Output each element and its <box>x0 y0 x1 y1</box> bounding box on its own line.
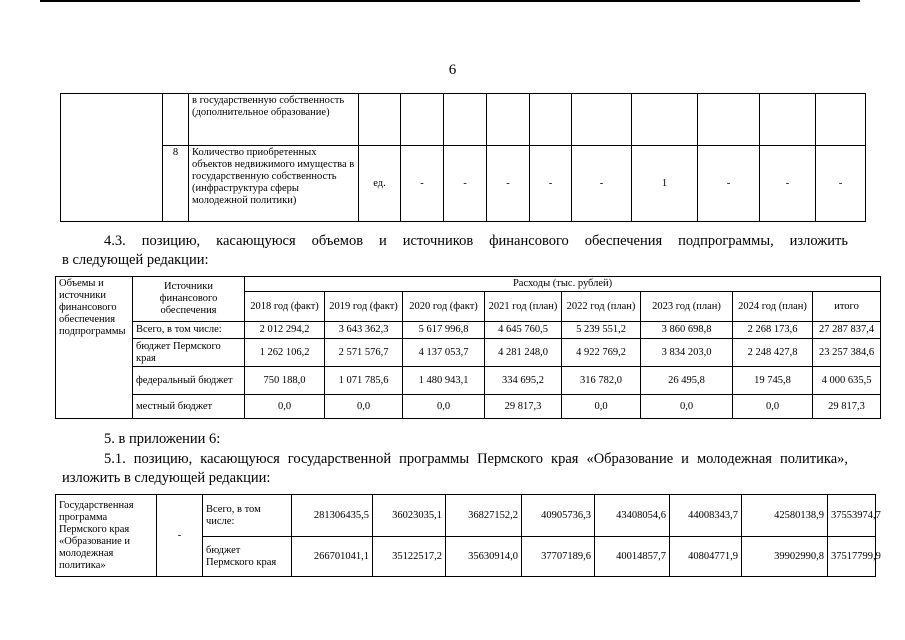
source-cell: местный бюджет <box>133 395 245 419</box>
value-cell: 2 268 173,6 <box>733 322 813 339</box>
value-cell <box>572 94 632 146</box>
value-cell: 1 262 106,2 <box>245 339 325 367</box>
source-cell: Всего, в том числе: <box>203 495 292 537</box>
value-cell: - <box>401 146 444 222</box>
value-cell: 334 695,2 <box>485 367 562 395</box>
row-number: 8 <box>163 146 189 222</box>
row-number <box>163 94 189 146</box>
value-cell: 39902990,8 <box>742 537 828 577</box>
value-cell: 36827152,2 <box>446 495 522 537</box>
value-cell <box>530 94 572 146</box>
program-name: Государственная программа Пермского края «Образование и молодежная политика» <box>56 495 157 577</box>
source-cell: Всего, в том числе: <box>133 322 245 339</box>
value-cell: 4 137 053,7 <box>403 339 485 367</box>
value-cell: 0,0 <box>641 395 733 419</box>
value-cell: 1 071 785,6 <box>325 367 403 395</box>
year-header: 2018 год (факт) <box>245 292 325 322</box>
funding-label: Объемы и источники финансового обеспечения подпрограммы <box>56 277 133 419</box>
value-cell: 2 248 427,8 <box>733 339 813 367</box>
table-header-row <box>56 277 881 292</box>
value-cell: 2 571 576,7 <box>325 339 403 367</box>
value-cell: 29 817,3 <box>485 395 562 419</box>
year-header: 2020 год (факт) <box>403 292 485 322</box>
indicators-table <box>60 93 866 222</box>
table-row <box>61 146 866 222</box>
value-cell: 750 188,0 <box>245 367 325 395</box>
value-cell: 0,0 <box>325 395 403 419</box>
funding-table <box>55 276 881 419</box>
value-cell <box>698 94 760 146</box>
value-cell: - <box>816 146 866 222</box>
year-header: 2022 год (план) <box>562 292 641 322</box>
table-row <box>56 395 881 419</box>
value-cell: 37707189,6 <box>522 537 595 577</box>
value-cell <box>444 94 487 146</box>
value-cell: 3 643 362,3 <box>325 322 403 339</box>
value-cell: 44008343,7 <box>670 495 742 537</box>
value-cell: - <box>698 146 760 222</box>
source-cell: бюджет Пермского края <box>133 339 245 367</box>
value-cell: 266701041,1 <box>292 537 373 577</box>
empty-cell <box>61 94 163 222</box>
value-cell: - <box>487 146 530 222</box>
value-cell: - <box>444 146 487 222</box>
total-cell: 29 817,3 <box>813 395 881 419</box>
value-cell: 4 645 760,5 <box>485 322 562 339</box>
value-cell: - <box>572 146 632 222</box>
value-cell: 35122517,2 <box>373 537 446 577</box>
table-row <box>56 339 881 367</box>
value-cell: 4 281 248,0 <box>485 339 562 367</box>
paragraph-5: 5. в приложении 6: <box>104 431 221 447</box>
paragraph-4-3-line1: 4.3. позицию, касающуюся объемов и источников финансового обеспечения подпрограммы, изложить <box>104 233 848 249</box>
source-header: Источники финансового обеспечения <box>133 277 245 322</box>
year-header: 2024 год (план) <box>733 292 813 322</box>
value-cell: 37553974,7 <box>828 495 876 537</box>
value-cell: 316 782,0 <box>562 367 641 395</box>
indicator-name: в государственную собственность (дополнительное образование) <box>189 94 359 146</box>
value-cell <box>487 94 530 146</box>
value-cell <box>632 94 698 146</box>
value-cell: 40014857,7 <box>595 537 670 577</box>
value-cell: 43408054,6 <box>595 495 670 537</box>
value-cell: 1 <box>632 146 698 222</box>
paragraph-5-1-line2: изложить в следующей редакции: <box>62 470 271 486</box>
dash-cell: - <box>157 495 203 577</box>
value-cell: 35630914,0 <box>446 537 522 577</box>
value-cell: 42580138,9 <box>742 495 828 537</box>
table-row <box>56 367 881 395</box>
value-cell: 1 480 943,1 <box>403 367 485 395</box>
table-row <box>56 495 876 537</box>
unit-cell: ед. <box>359 146 401 222</box>
value-cell: 0,0 <box>403 395 485 419</box>
value-cell: 19 745,8 <box>733 367 813 395</box>
value-cell <box>760 94 816 146</box>
paragraph-4-3-line2: в следующей редакции: <box>62 252 209 268</box>
total-cell: 23 257 384,6 <box>813 339 881 367</box>
page-number: 6 <box>448 62 457 78</box>
scan-top-edge <box>40 0 860 2</box>
year-header: 2023 год (план) <box>641 292 733 322</box>
value-cell <box>401 94 444 146</box>
source-cell: федеральный бюджет <box>133 367 245 395</box>
value-cell: 0,0 <box>733 395 813 419</box>
value-cell: 0,0 <box>562 395 641 419</box>
value-cell: 0,0 <box>245 395 325 419</box>
expenses-header: Расходы (тыс. рублей) <box>245 277 881 292</box>
total-header: итого <box>813 292 881 322</box>
value-cell: - <box>760 146 816 222</box>
source-cell: бюджет Пермского края <box>203 537 292 577</box>
total-cell: 27 287 837,4 <box>813 322 881 339</box>
value-cell: 2 012 294,2 <box>245 322 325 339</box>
program-table <box>55 494 881 577</box>
value-cell: 40905736,3 <box>522 495 595 537</box>
value-cell: - <box>530 146 572 222</box>
value-cell: 5 239 551,2 <box>562 322 641 339</box>
unit-cell <box>359 94 401 146</box>
total-cell: 4 000 635,5 <box>813 367 881 395</box>
value-cell: 5 617 996,8 <box>403 322 485 339</box>
year-header: 2019 год (факт) <box>325 292 403 322</box>
value-cell: 26 495,8 <box>641 367 733 395</box>
paragraph-5-1-line1: 5.1. позицию, касающуюся государственной программы Пермского края «Образование и молодежная политика», <box>104 451 848 467</box>
table-row <box>61 94 866 146</box>
value-cell: 37517799,9 <box>828 537 876 577</box>
value-cell: 36023035,1 <box>373 495 446 537</box>
indicator-name: Количество приобретенных объектов недвижимого имущества в государственную собственность (инфраструктура сферы молодежной политики) <box>189 146 359 222</box>
year-header: 2021 год (план) <box>485 292 562 322</box>
table-row <box>56 322 881 339</box>
value-cell: 40804771,9 <box>670 537 742 577</box>
value-cell: 3 860 698,8 <box>641 322 733 339</box>
value-cell: 3 834 203,0 <box>641 339 733 367</box>
value-cell: 4 922 769,2 <box>562 339 641 367</box>
value-cell <box>816 94 866 146</box>
value-cell: 281306435,5 <box>292 495 373 537</box>
